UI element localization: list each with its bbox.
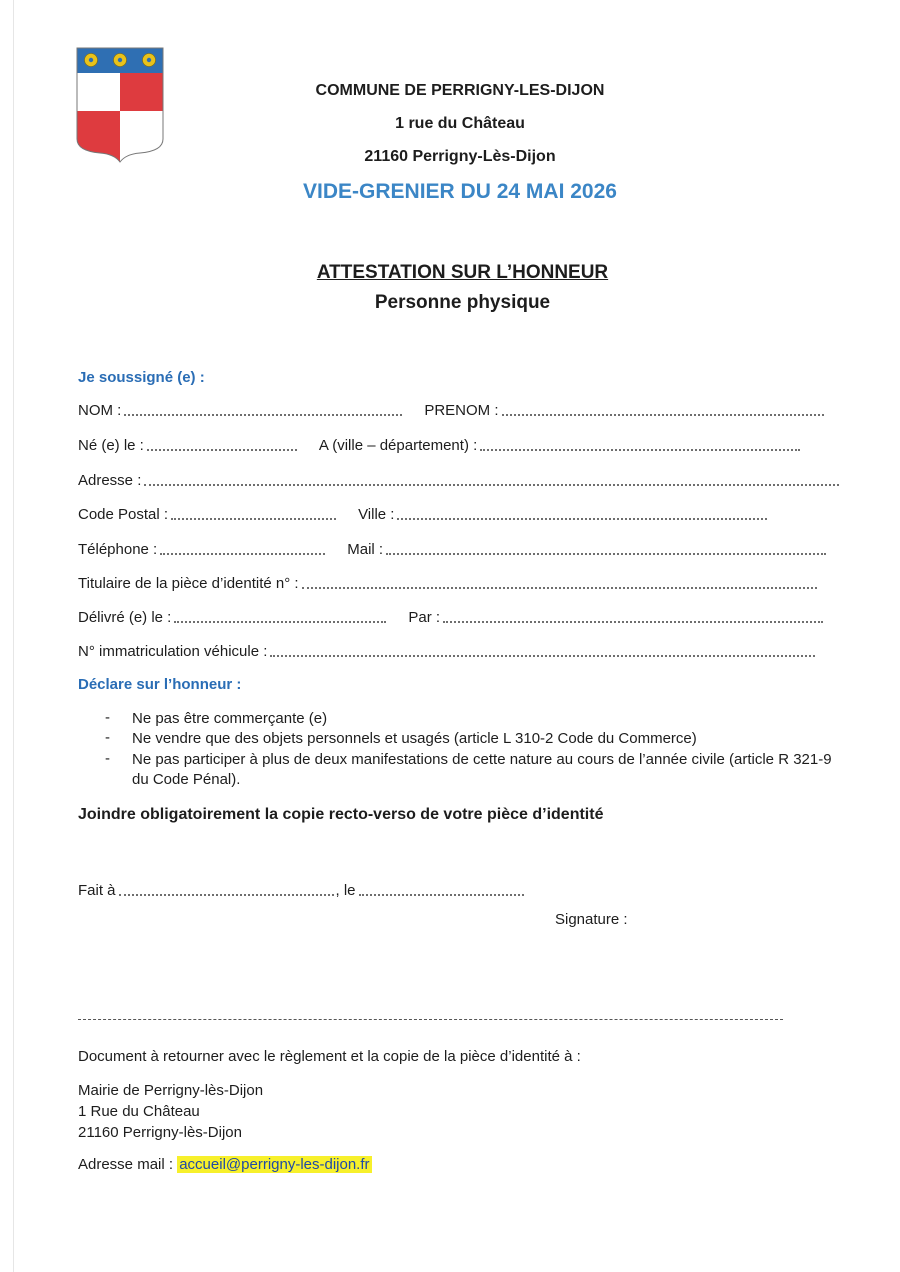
row-piece bbox=[78, 570, 848, 592]
row-naissance bbox=[78, 432, 848, 454]
label-fait-a: Fait à bbox=[78, 882, 116, 899]
label-ne-le: Né (e) le : bbox=[78, 437, 144, 454]
row-delivre-par bbox=[78, 604, 848, 626]
row-immat bbox=[78, 638, 848, 660]
field-delivre[interactable] bbox=[174, 605, 386, 623]
field-adresse[interactable] bbox=[144, 468, 839, 486]
label-mail: Mail : bbox=[347, 541, 384, 558]
field-ville[interactable] bbox=[397, 502, 767, 520]
label-par: Par : bbox=[408, 609, 441, 626]
label-piece: Titulaire de la pièce d’identité n° : bbox=[78, 575, 299, 592]
commune-city: 21160 Perrigny-Lès-Dijon bbox=[364, 148, 556, 165]
field-par[interactable] bbox=[443, 605, 823, 623]
commune-name: COMMUNE DE PERRIGNY-LES-DIJON bbox=[315, 82, 605, 99]
row-tel-mail bbox=[78, 536, 848, 558]
field-code-postal[interactable] bbox=[171, 502, 336, 520]
event-title: VIDE-GRENIER DU 24 MAI 2026 bbox=[303, 180, 617, 203]
row-nom-prenom bbox=[78, 397, 848, 419]
label-nom: NOM : bbox=[78, 402, 122, 419]
attestation-title: ATTESTATION SUR L’HONNEUR bbox=[316, 262, 609, 283]
page-edge bbox=[13, 0, 14, 1272]
coat-of-arms-logo bbox=[76, 47, 164, 163]
label-lieu: A (ville – département) : bbox=[318, 437, 478, 454]
field-telephone[interactable] bbox=[160, 537, 325, 555]
mairie-name: Mairie de Perrigny-lès-Dijon bbox=[78, 1082, 264, 1099]
field-lieu[interactable] bbox=[480, 433, 800, 451]
label-code-postal: Code Postal : bbox=[78, 506, 169, 523]
field-piece[interactable] bbox=[302, 571, 817, 589]
label-immat: N° immatriculation véhicule : bbox=[78, 643, 268, 660]
label-delivre: Délivré (e) le : bbox=[78, 609, 172, 626]
mail-line bbox=[78, 1156, 372, 1173]
commune-street: 1 rue du Château bbox=[395, 115, 525, 132]
field-immat[interactable] bbox=[270, 639, 815, 657]
field-date[interactable] bbox=[359, 878, 524, 896]
field-fait-a[interactable] bbox=[119, 878, 334, 896]
joindre-notice: Joindre obligatoirement la copie recto-verso de votre pièce d’identité bbox=[78, 806, 604, 823]
label-telephone: Téléphone : bbox=[78, 541, 158, 558]
row-fait bbox=[78, 877, 848, 899]
field-nom[interactable] bbox=[124, 398, 402, 416]
mairie-city: 21160 Perrigny-lès-Dijon bbox=[78, 1124, 242, 1141]
row-adresse bbox=[78, 467, 848, 489]
mail-address-link[interactable]: accueil@perrigny-les-dijon.fr bbox=[179, 1156, 370, 1173]
section-soussigne: Je soussigné (e) : bbox=[78, 369, 205, 386]
cut-line bbox=[78, 1019, 783, 1020]
return-instructions: Document à retourner avec le règlement et la copie de la pièce d’identité à : bbox=[78, 1048, 581, 1065]
attestation-subtitle: Personne physique bbox=[374, 292, 551, 313]
label-le: , le bbox=[335, 882, 356, 899]
mairie-street: 1 Rue du Château bbox=[78, 1103, 200, 1120]
field-prenom[interactable] bbox=[502, 398, 824, 416]
label-ville: Ville : bbox=[358, 506, 395, 523]
row-code-ville bbox=[78, 501, 848, 523]
label-adresse: Adresse : bbox=[78, 472, 142, 489]
section-declare: Déclare sur l’honneur : bbox=[78, 676, 242, 693]
signature-label: Signature : bbox=[555, 911, 628, 928]
mail-label: Adresse mail : bbox=[78, 1156, 174, 1173]
label-prenom: PRENOM : bbox=[424, 402, 499, 419]
field-mail[interactable] bbox=[386, 537, 826, 555]
field-ne-le[interactable] bbox=[147, 433, 297, 451]
